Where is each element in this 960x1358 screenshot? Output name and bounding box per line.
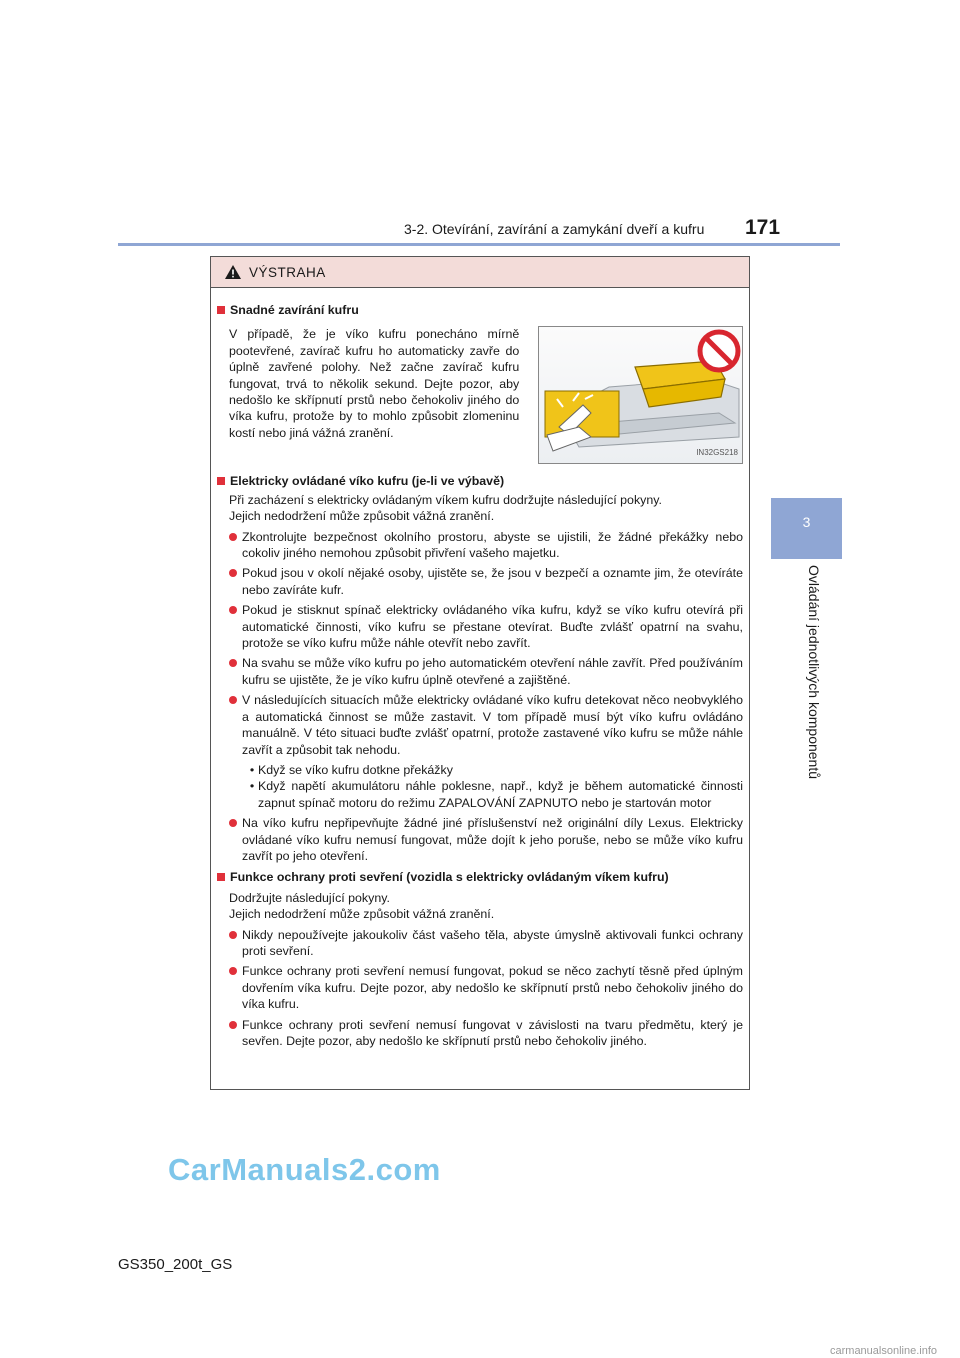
round-bullet-icon bbox=[229, 659, 237, 667]
warning-box bbox=[210, 256, 750, 1090]
page-number: 171 bbox=[745, 216, 781, 239]
power-trunk-intro-2: Jejich nedodržení může způsobit vážná zranění. bbox=[229, 509, 495, 524]
square-bullet-icon bbox=[217, 477, 225, 485]
chapter-title-vertical: Ovládání jednotlivých komponentů bbox=[806, 565, 822, 780]
figure-code: IN32GS218 bbox=[696, 448, 738, 457]
warning-triangle-icon bbox=[225, 265, 241, 279]
round-bullet-icon bbox=[229, 533, 237, 541]
easy-close-row bbox=[217, 326, 743, 464]
warning-content bbox=[211, 288, 749, 1049]
power-trunk-intro-1: Při zacházení s elektricky ovládaným víkem kufru dodržujte následující pokyny. bbox=[229, 492, 662, 507]
footer-model-code: GS350_200t_GS bbox=[118, 1256, 233, 1273]
bottom-watermark: carmanualsonline.info bbox=[830, 1345, 938, 1357]
square-bullet-icon bbox=[217, 873, 225, 881]
round-bullet-icon bbox=[229, 931, 237, 939]
list-item: Na svahu se může víko kufru po jeho automatickém otevření náhle zavřít. Před používáním kufru se ujistěte, že je víko kufru úplně otevřené a zajištěné. bbox=[217, 655, 743, 688]
round-bullet-icon bbox=[229, 606, 237, 614]
round-bullet-icon bbox=[229, 819, 237, 827]
trunk-closer-illustration-icon bbox=[539, 327, 743, 463]
warning-title: VÝSTRAHA bbox=[249, 264, 326, 280]
section-title-anti-pinch: Funkce ochrany proti sevření (vozidla s elektricky ovládaným víkem kufru) bbox=[217, 869, 743, 885]
list-item: Pokud jsou v okolí nějaké osoby, ujistěte se, že jsou v bezpečí a oznamte jim, že otevíráte nebo zavíráte kufr. bbox=[217, 565, 743, 598]
header-rule bbox=[118, 243, 840, 246]
anti-pinch-intro-2: Jejich nedodržení může způsobit vážná zranění. bbox=[229, 907, 495, 922]
sub-list-item: • Když se víko kufru dotkne překážky bbox=[249, 762, 453, 777]
section-title-easy-close: Snadné zavírání kufru bbox=[217, 302, 743, 318]
chapter-number: 3 bbox=[802, 514, 811, 530]
round-bullet-icon bbox=[229, 1021, 237, 1029]
list-item: Nikdy nepoužívejte jakoukoliv část vašeho těla, abyste úmyslně aktivovali funkci ochrany proti sevření. bbox=[217, 927, 743, 960]
list-item: Funkce ochrany proti sevření nemusí fungovat v závislosti na tvaru předmětu, který je sevřen. Dejte pozor, aby nedošlo ke skřípnutí prstů nebo čehokoliv jiného. bbox=[217, 1017, 743, 1050]
list-item: Na víko kufru nepřipevňujte žádné jiné příslušenství než originální díly Lexus. Elektricky ovládané víko kufru nemusí fungovat, může dojít k jeho poruše, nebo se může víko kufru zavřít po jeho otevření. bbox=[217, 815, 743, 864]
easy-close-text: V případě, že je víko kufru ponecháno mírně pootevřené, zavírač kufru ho automaticky zavře do úplně zavřené polohy. Než začne zavírač kufru fungovat, trvá to několik sekund. Dejte pozor, aby nedošlo ke skřípnutí prstů nebo čehokoliv jiného do víka kufru, protože by to mohlo způsobit zlomeninu kostí nebo jiná vážná zranění. bbox=[229, 327, 520, 440]
round-bullet-icon bbox=[229, 696, 237, 704]
anti-pinch-intro-1: Dodržujte následující pokyny. bbox=[229, 890, 390, 905]
list-item: Zkontrolujte bezpečnost okolního prostoru, abyste se ujistili, že žádné překážky nebo cokoliv jiného nemohou způsobit přivření vašeho majetku. bbox=[217, 529, 743, 562]
round-bullet-icon bbox=[229, 569, 237, 577]
chapter-tab bbox=[771, 498, 842, 559]
section-title: 3-2. Otevírání, zavírání a zamykání dveří a kufru bbox=[404, 221, 705, 237]
square-bullet-icon bbox=[217, 306, 225, 314]
round-bullet-icon bbox=[229, 967, 237, 975]
list-item: V následujících situacích může elektricky ovládané víko kufru detekovat něco neobvyklého a automatická činnost se může zastavit. V tom případě musí být víko kufru ovládáno manuálně. V této situaci buďte zvlášť opatrní, protože zastavené víko kufru se může náhle zavřít a způsobit tak nehodu. • Když se víko kufru dotkne překážky • Když napětí akumulátoru náhle poklesne, např., když je během automatické činnosti zapnut spínač motoru do režimu ZAPALOVÁNÍ ZAPNUTO nebo je startován motor bbox=[217, 692, 743, 811]
section-title-power-trunk: Elektricky ovládané víko kufru (je-li ve výbavě) bbox=[217, 473, 743, 489]
sub-list-item: • Když napětí akumulátoru náhle poklesne, např., když je během automatické činnosti zapnut spínač motoru do režimu ZAPALOVÁNÍ ZAPNUTO nebo je startován motor bbox=[249, 779, 743, 810]
image-watermark: CarManuals2.com bbox=[168, 1152, 441, 1187]
warning-header bbox=[211, 257, 749, 288]
list-item: Pokud je stisknut spínač elektricky ovládaného víka kufru, když se víko kufru otevírá při automatické činnosti, víko kufru se přestane otevírat. Buďte zvlášť opatrní na svahu, protože se víko kufru může náhle otevřít nebo zavřít. bbox=[217, 602, 743, 651]
list-item: Funkce ochrany proti sevření nemusí fungovat, pokud se něco zachytí těsně před úplným dovřením víka kufru. Dejte pozor, aby nedošlo ke skřípnutí prstů nebo čehokoliv jiného do víka kufru. bbox=[217, 963, 743, 1012]
trunk-illustration bbox=[538, 326, 743, 464]
